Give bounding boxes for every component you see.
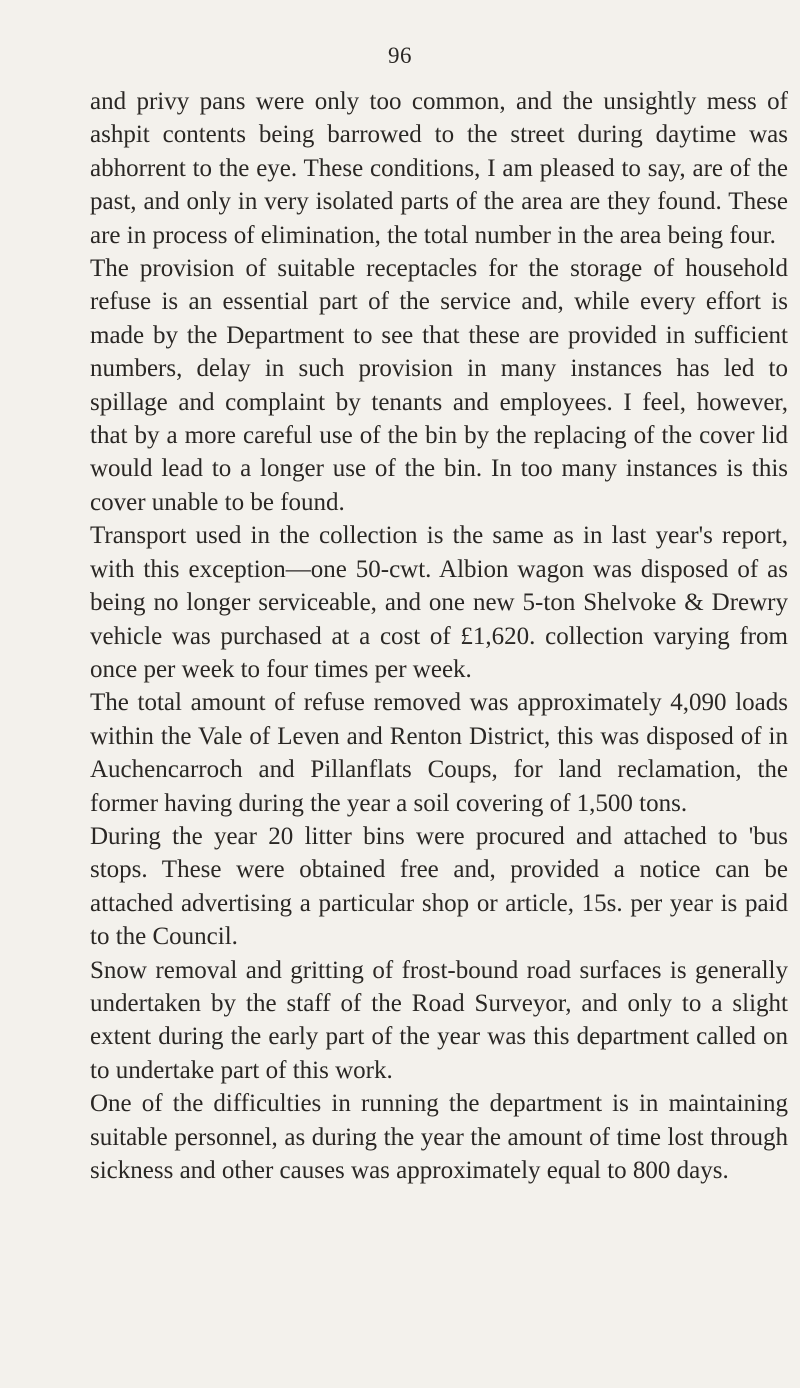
paragraph-transport: Transport used in the collection is the same as in last year's report, with this exception—one 50-cwt. Albion wagon was disposed of as being no longer serviceable, and one new 5-ton Shelvoke & Drewry vehicle was purchased at a cost of £1,620. collection varying from once per week to four times per week.: [90, 522, 788, 683]
paragraph-refuse-removed: The total amount of refuse removed was approximately 4,090 loads within the Vale of Leven and Renton District, this was disposed of in Auchencarroch and Pillanflats Coups, for land reclamation, the former having during the year a soil covering of 1,500 tons.: [90, 689, 788, 817]
paragraph-refuse-receptacles: The provision of suitable receptacles for the storage of household refuse is an essential part of the service and, while every effort is made by the Department to see that these are provided in sufficient numbers, delay in such provision in many instances has led to spillage and complaint by tenants and employees. I feel, however, that by a more careful use of the bin by the replacing of the cover lid would lead to a longer use of the bin. In too many instances is this cover unable to be found.: [90, 255, 788, 516]
body-text: [90, 85, 788, 1187]
page-number: 96: [388, 43, 412, 68]
paragraph-personnel: One of the difficulties in running the department is in maintaining suitable personnel, as during the year the amount of time lost through sickness and other causes was approximately equal to 800 days.: [90, 1090, 788, 1184]
paragraph-litter-bins: During the year 20 litter bins were procured and attached to 'bus stops. These were obtained free and, provided a notice can be attached advertising a particular shop or article, 15s. per year is paid to the Council.: [90, 822, 788, 951]
paragraph-sanitation-conditions: and privy pans were only too common, and the unsightly mess of ashpit contents being barrowed to the street during daytime was abhorrent to the eye. These conditions, I am pleased to say, are of the past, and only in very isolated parts of the area are they found. These are in process of elimination, the total number in the area being four.: [90, 88, 788, 249]
paragraph-snow-removal: Snow removal and gritting of frost-bound road surfaces is generally undertaken by the staff of the Road Surveyor, and only to a slight extent during the early part of the year was this department called on to undertake part of this work.: [90, 956, 788, 1084]
